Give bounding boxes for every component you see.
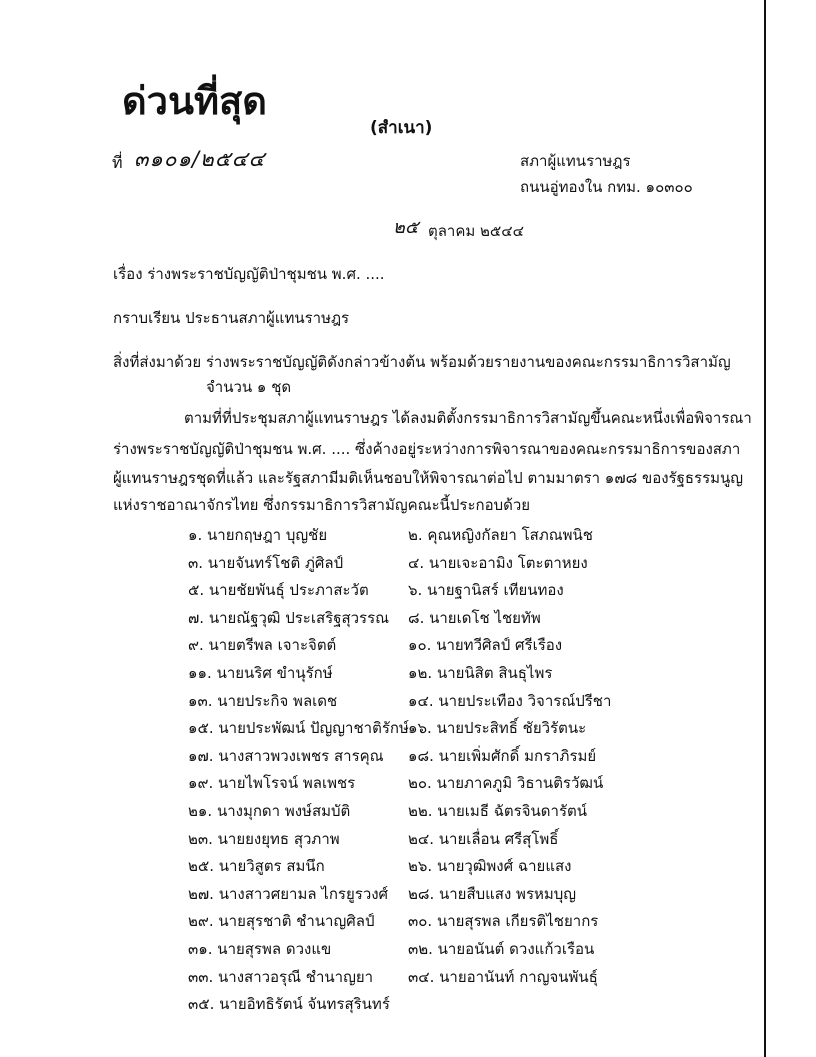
committee-member-item: ๑๓. นายประกิจ พลเดช — [188, 692, 338, 710]
committee-member-item: ๕. นายชัยพันธุ์ ประภาสะวัต — [188, 581, 369, 599]
committee-member-item: ๒๗. นางสาวศยามล ไกรยูรวงศ์ — [188, 885, 389, 903]
copy-mark: (สำเนา) — [370, 118, 433, 138]
paragraph-line-3: ผู้แทนราษฎรชุดที่แล้ว และรัฐสภามีมติเห็นชอบให้พิจารณาต่อไป ตามมาตรา ๑๗๘ ของรัฐธรรมนูญ — [113, 469, 744, 487]
committee-member-item: ๒. คุณหญิงกัลยา โสภณพนิช — [408, 526, 593, 544]
committee-member-item: ๔. นายเจะอามิง โตะตาหยง — [408, 554, 588, 572]
committee-member-item: ๒๕. นายวิสูตร สมนึก — [188, 857, 325, 875]
committee-member-item: ๒๔. นายเลื่อน ศรีสุโพธิ์ — [408, 830, 559, 848]
urgent-stamp: ด่วนที่สุด — [122, 79, 267, 123]
committee-member-item: ๑๘. นายเพิ่มศักดิ์ มกราภิรมย์ — [408, 747, 597, 765]
committee-member-item: ๙. นายตรีพล เจาะจิตต์ — [188, 636, 337, 654]
ref-label: ที่ — [112, 153, 123, 172]
sender-address-line-2: ถนนอู่ทองใน กทม. ๑๐๓๐๐ — [520, 178, 693, 196]
committee-member-item: ๓๕. นายอิทธิรัตน์ จันทรสุรินทร์ — [188, 995, 390, 1013]
committee-member-item: ๑๖. นายประสิทธิ์ ชัยวิรัตนะ — [408, 719, 587, 737]
paragraph-line-1: ตามที่ที่ประชุมสภาผู้แทนราษฎร ได้ลงมติตั้งกรรมาธิการวิสามัญขึ้นคณะหนึ่งเพื่อพิจารณา — [184, 409, 752, 427]
committee-member-item: ๒๘. นายสืบแสง พรหมบุญ — [408, 885, 577, 903]
date-month-year: ตุลาคม ๒๕๔๔ — [428, 222, 524, 240]
committee-member-item: ๓. นายจันทร์โชติ ภู่ศิลป์ — [188, 554, 344, 572]
paragraph-line-4: แห่งราชอาณาจักรไทย ซึ่งกรรมาธิการวิสามัญคณะนี้ประกอบด้วย — [113, 496, 531, 514]
date-day: ๒๕ — [393, 217, 419, 238]
committee-member-item: ๗. นายณัฐวุฒิ ประเสริฐสุวรรณ — [188, 609, 390, 627]
subject-line: เรื่อง ร่างพระราชบัญญัติป่าชุมชน พ.ศ. .... — [113, 265, 385, 283]
committee-member-item: ๒๖. นายวุฒิพงศ์ ฉายแสง — [408, 857, 572, 875]
committee-member-item: ๑๐. นายทวีศิลป์ ศรีเรือง — [408, 636, 563, 654]
paragraph-line-2: ร่างพระราชบัญญัติป่าชุมชน พ.ศ. .... ซึ่งค้างอยู่ระหว่างการพิจารณาของคณะกรรมาธิการของสภา — [113, 440, 741, 458]
committee-member-item: ๒๒. นายเมธี ฉัตรจินดารัตน์ — [408, 802, 587, 820]
committee-member-item: ๓๒. นายอนันต์ ดวงแก้วเรือน — [408, 940, 595, 958]
committee-member-item: ๑. นายกฤษฎา บุญชัย — [188, 526, 328, 544]
committee-member-item: ๒๑. นางมุกดา พงษ์สมบัติ — [188, 802, 351, 820]
sender-address-line-1: สภาผู้แทนราษฎร — [520, 152, 631, 170]
committee-member-item: ๓๔. นายอานันท์ กาญจนพันธุ์ — [408, 968, 598, 986]
committee-member-item: ๘. นายเดโช ไชยทัพ — [408, 609, 541, 627]
committee-member-item: ๓๓. นางสาวอรุณี ชำนาญยา — [188, 968, 374, 986]
committee-member-item: ๑๗. นางสาวพวงเพชร สารคุณ — [188, 747, 384, 765]
salutation-line: กราบเรียน ประธานสภาผู้แทนราษฎร — [113, 309, 350, 327]
committee-member-item: ๒๓. นายยงยุทธ สุวภาพ — [188, 830, 340, 848]
committee-member-item: ๑๙. นายไพโรจน์ พลเพชร — [188, 774, 356, 792]
committee-member-item: ๒๐. นายภาคภูมิ วิธานติรวัฒน์ — [408, 774, 604, 792]
committee-member-item: ๑๑. นายนริศ ขำนุรักษ์ — [188, 664, 333, 682]
committee-member-item: ๒๙. นายสุรชาติ ชำนาญศิลป์ — [188, 912, 375, 930]
committee-member-item: ๓๑. นายสุรพล ดวงแข — [188, 940, 332, 958]
committee-member-item: ๑๕. นายประพัฒน์ ปัญญาชาติรักษ์ — [188, 719, 409, 737]
committee-member-item: ๖. นายฐานิสร์ เทียนทอง — [408, 581, 564, 599]
enclosure-line-1: สิ่งที่ส่งมาด้วย ร่างพระราชบัญญัติดังกล่าวข้างต้น พร้อมด้วยรายงานของคณะกรรมาธิการวิสามัญ — [113, 353, 731, 371]
committee-member-item: ๓๐. นายสุรพล เกียรติไชยากร — [408, 912, 599, 930]
enclosure-line-2: จำนวน ๑ ชุด — [206, 378, 292, 396]
committee-member-item: ๑๔. นายประเทือง วิจารณ์ปรีชา — [408, 692, 612, 710]
committee-member-item: ๑๒. นายนิสิต สินธุไพร — [408, 664, 553, 682]
ref-number: ๓๑๐๑/๒๕๔๔ — [134, 147, 266, 171]
page-border-line — [764, 0, 766, 1057]
